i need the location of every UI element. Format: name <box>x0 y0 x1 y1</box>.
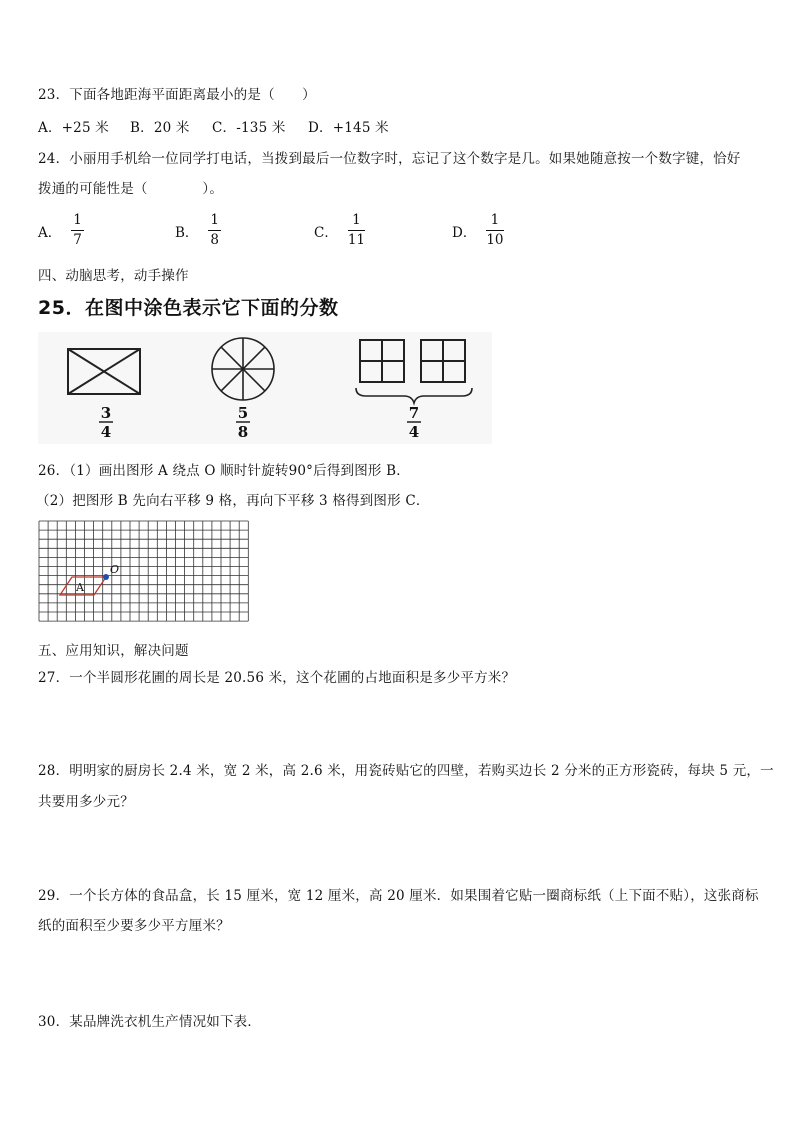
point-o-label: O <box>110 563 120 576</box>
fraction-denominator: 4 <box>100 423 112 441</box>
circle-shape <box>212 338 274 400</box>
question-30: 30．某品牌洗衣机生产情况如下表． <box>38 1014 262 1030</box>
shape-a-label: A <box>76 581 84 594</box>
question-29-line1: 29．一个长方体的食品盒，长 15 厘米，宽 12 厘米，高 20 厘米．如果围着它贴一圈商标纸（上下面不贴），这张商标 <box>38 888 759 904</box>
question-26-part2: （2）把图形 B 先向右平移 9 格，再向下平移 3 格得到图形 C． <box>36 493 430 509</box>
question-24-line1: 24．小丽用手机给一位同学打电话，当拨到最后一位数字时，忘记了这个数字是几。如果她随意按一个数字键，恰好 <box>38 151 741 167</box>
q24-option-c <box>314 214 365 247</box>
question-28-line2: 共要用多少元？ <box>38 794 134 810</box>
option-letter: C． <box>314 224 338 241</box>
fraction: $\frac{1}{8}$ <box>210 212 220 248</box>
option-b: B．20 米 <box>130 120 190 136</box>
question-23: 23．下面各地距海平面距离最小的是（ ） <box>38 87 316 103</box>
fraction: $\frac{1}{7}$ <box>73 212 82 248</box>
fraction-denominator: 8 <box>237 423 249 441</box>
question-28-line1: 28．明明家的厨房长 2.4 米，宽 2 米，高 2.6 米，用瓷砖贴它的四壁，若购买边长 2 分米的正方形瓷砖，每块 5 元，一 <box>38 763 774 779</box>
option-a: A．+25 米 <box>38 120 109 136</box>
option-letter: A． <box>38 224 62 241</box>
question-29-line2: 纸的面积至少要多少平方厘米？ <box>38 918 230 934</box>
question-24-line2: 拨通的可能性是（ ）。 <box>38 181 224 197</box>
fraction-denominator: 4 <box>408 423 420 441</box>
option-c: C．-135 米 <box>212 120 286 136</box>
option-letter: D． <box>452 224 477 241</box>
option-d: D．+145 米 <box>308 120 389 136</box>
question-27: 27．一个半圆形花圃的周长是 20.56 米，这个花圃的占地面积是多少平方米？ <box>38 670 516 686</box>
section-4-heading: 四、动脑思考，动手操作 <box>38 268 189 284</box>
grid-figure <box>38 520 256 630</box>
question-23-options <box>38 116 389 136</box>
fraction-numerator: 5 <box>237 404 249 422</box>
q24-option-d <box>452 214 504 247</box>
point-o <box>103 574 109 580</box>
option-letter: B． <box>175 224 199 241</box>
fraction-shapes-figure <box>38 332 492 444</box>
q24-option-b <box>175 214 221 247</box>
fraction-numerator: 3 <box>100 404 112 422</box>
fraction: $\frac{1}{11}$ <box>347 212 366 248</box>
fraction: $\frac{1}{10}$ <box>486 212 504 248</box>
q24-option-a <box>38 214 84 247</box>
question-25-title: 25．在图中涂色表示它下面的分数 <box>38 297 339 319</box>
section-5-heading: 五、应用知识，解决问题 <box>38 643 189 659</box>
question-26-part1: 26．（1）画出图形 A 绕点 O 顺时针旋转90°后得到图形 B． <box>38 463 410 479</box>
fraction-numerator: 7 <box>408 404 420 422</box>
